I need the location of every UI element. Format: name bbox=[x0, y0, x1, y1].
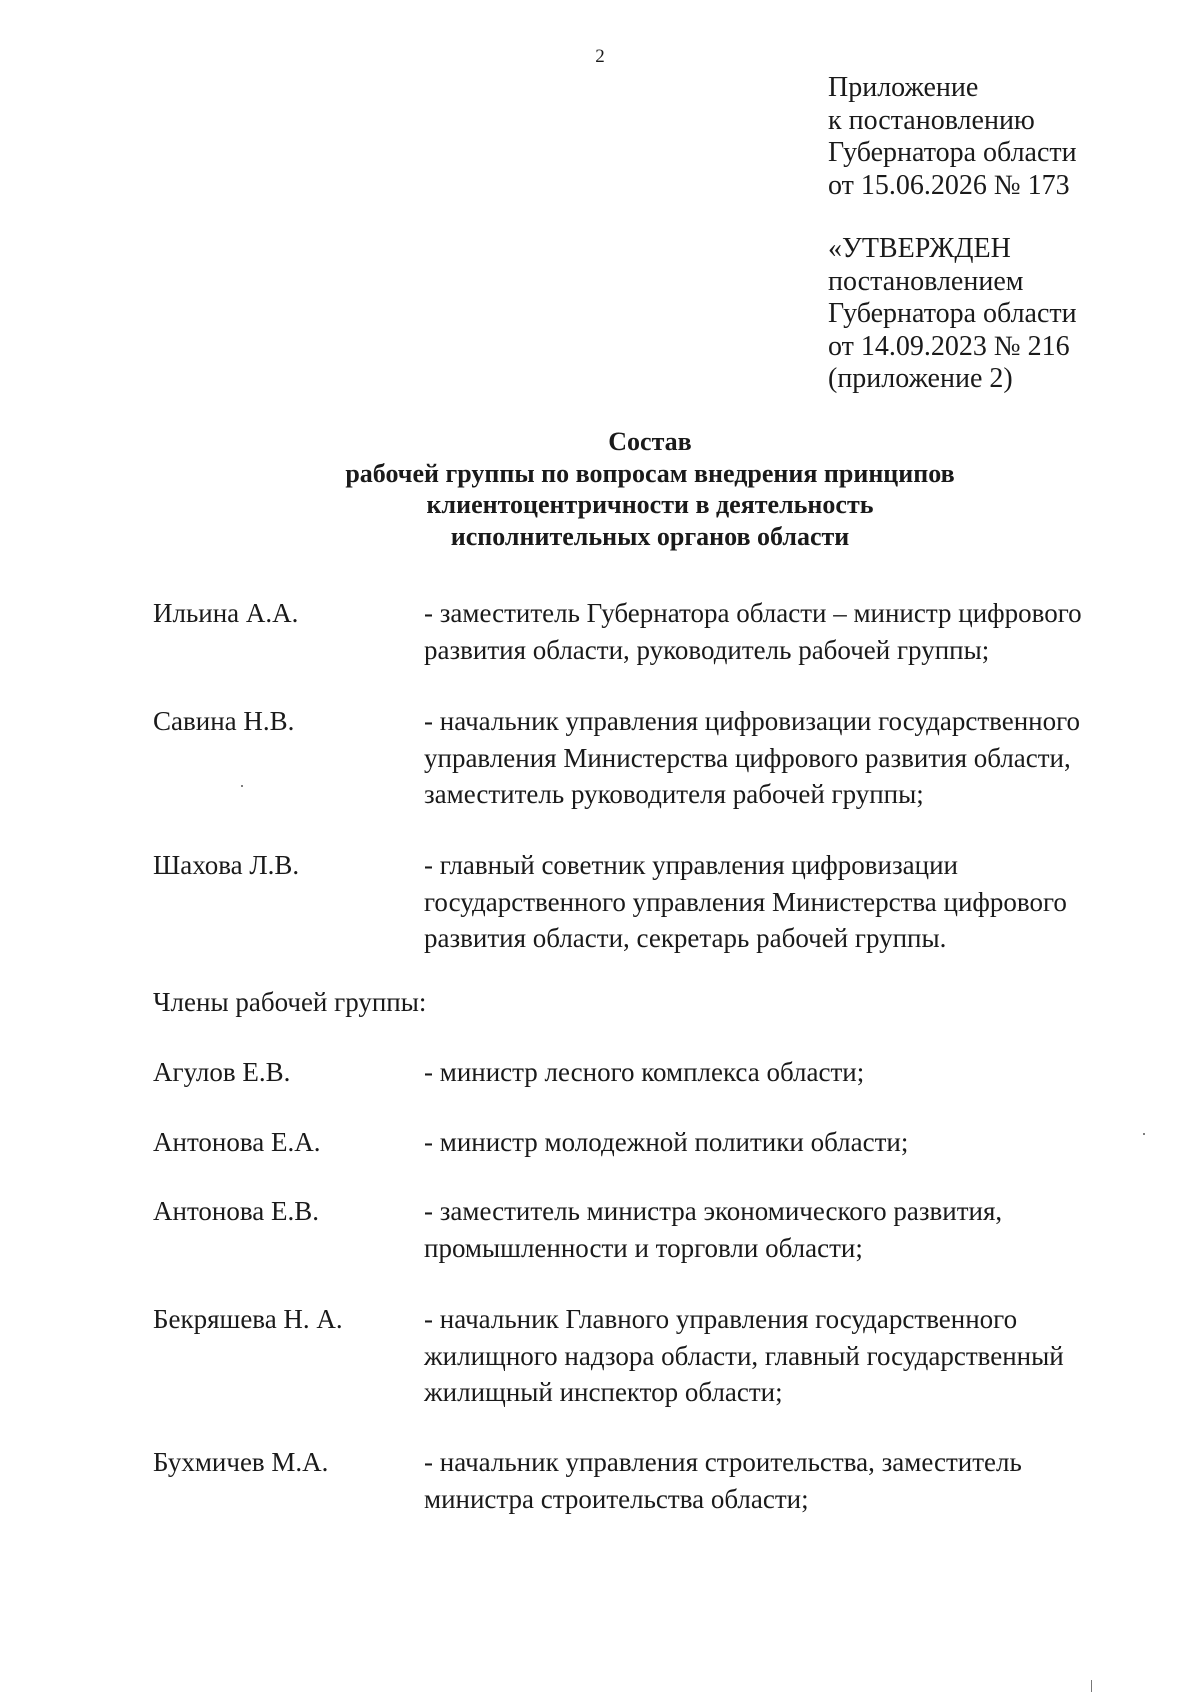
member-name: Шахова Л.В. bbox=[153, 850, 300, 880]
approval-line: Губернатора области bbox=[828, 298, 1077, 329]
appendix-header bbox=[828, 72, 1077, 202]
appendix-line: Губернатора области bbox=[828, 137, 1077, 168]
scan-speck bbox=[1143, 1133, 1145, 1135]
position-line: - министр молодежной политики области; bbox=[424, 1127, 909, 1157]
position-line: развития области, руководитель рабочей группы; bbox=[424, 634, 990, 665]
member-name: Ильина А.А. bbox=[153, 598, 299, 628]
position-line: управления Министерства цифрового развития области, bbox=[424, 742, 1071, 773]
title-line: клиентоцентричности в деятельность bbox=[426, 490, 874, 519]
position-line: государственного управления Министерства цифрового bbox=[424, 886, 1067, 917]
member-position bbox=[424, 1444, 1144, 1517]
member-position bbox=[424, 1124, 1144, 1161]
title-line: рабочей группы по вопросам внедрения принципов bbox=[345, 458, 955, 488]
position-line: - главный советник управления цифровизации bbox=[424, 850, 959, 880]
approval-stamp bbox=[828, 233, 1077, 396]
document-title bbox=[0, 426, 1200, 552]
title-line: Состав bbox=[608, 427, 692, 456]
position-line: - министр лесного комплекса области; bbox=[424, 1057, 865, 1087]
scan-speck bbox=[241, 785, 243, 787]
appendix-line: к постановлению bbox=[828, 104, 1035, 136]
member-position bbox=[424, 1054, 1144, 1091]
approval-line: от 14.09.2023 № 216 bbox=[828, 330, 1070, 362]
approval-line: (приложение 2) bbox=[828, 363, 1013, 394]
position-line: заместитель руководителя рабочей группы; bbox=[424, 779, 924, 809]
approval-line: постановлением bbox=[828, 265, 1024, 297]
position-line: промышленности и торговли области; bbox=[424, 1232, 863, 1263]
member-position bbox=[424, 595, 1144, 668]
page-number: 2 bbox=[595, 46, 605, 67]
position-line: жилищный инспектор области; bbox=[424, 1377, 783, 1407]
position-line: - начальник Главного управления государственного bbox=[424, 1304, 1018, 1334]
appendix-line: Приложение bbox=[828, 72, 979, 103]
member-name: Бекряшева Н. А. bbox=[153, 1304, 343, 1334]
position-line: - начальник управления цифровизации государственного bbox=[424, 706, 1081, 736]
position-line: развития области, секретарь рабочей группы. bbox=[424, 923, 947, 953]
position-line: - заместитель Губернатора области – министр цифрового bbox=[424, 598, 1082, 628]
member-name: Антонова Е.А. bbox=[153, 1127, 321, 1157]
members-heading: Члены рабочей группы: bbox=[153, 987, 427, 1017]
position-line: жилищного надзора области, главный государственный bbox=[424, 1340, 1064, 1371]
member-name: Агулов Е.В. bbox=[153, 1057, 291, 1087]
member-position bbox=[424, 1193, 1144, 1266]
approval-line: «УТВЕРЖДЕН bbox=[828, 233, 1011, 264]
member-position bbox=[424, 847, 1144, 957]
member-name: Антонова Е.В. bbox=[153, 1196, 319, 1226]
member-position bbox=[424, 703, 1144, 813]
member-name: Савина Н.В. bbox=[153, 706, 295, 736]
member-position bbox=[424, 1301, 1144, 1411]
title-line: исполнительных органов области bbox=[450, 521, 850, 551]
position-line: - заместитель министра экономического развития, bbox=[424, 1196, 1003, 1226]
scan-mark bbox=[1091, 1680, 1092, 1692]
position-line: - начальник управления строительства, заместитель bbox=[424, 1447, 1022, 1477]
appendix-line: от 15.06.2026 № 173 bbox=[828, 169, 1070, 201]
position-line: министра строительства области; bbox=[424, 1483, 809, 1514]
member-name: Бухмичев М.А. bbox=[153, 1447, 329, 1477]
